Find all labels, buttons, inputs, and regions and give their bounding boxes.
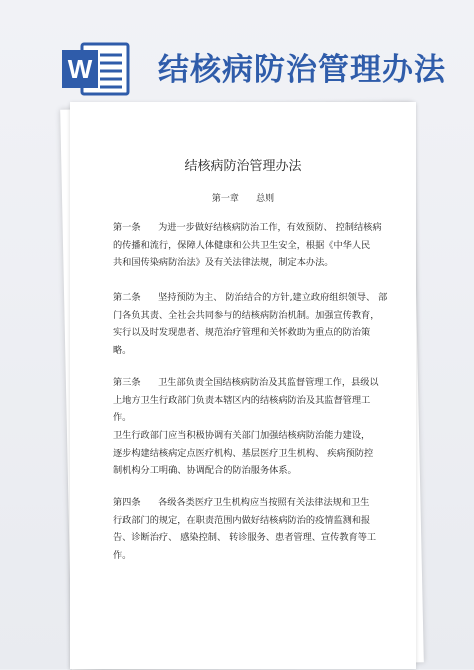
chapter-heading: 第一章 总则 <box>211 194 275 204</box>
paragraph-line: 逐步构建结核病定点医疗机构、基层医疗卫生机构、 疾病预防控 <box>113 447 374 459</box>
document-paragraph <box>113 374 383 427</box>
paragraph-line: 卫生行政部门应当积极协调有关部门加强结核病防治能力建设， <box>113 430 371 441</box>
paragraph-line: 的传播和流行，保障人体健康和公共卫生安全，根据《中华人民 <box>113 239 371 251</box>
paragraph-line: 上地方卫生行政部门负责本辖区内的结核病防治及其监督管理工 <box>113 394 371 406</box>
document-paragraph <box>113 289 388 359</box>
paragraph-line: 制机构分工明确、协调配合的防治服务体系。 <box>113 465 297 477</box>
paragraph-line: 告、诊断治疗、 感染控制、 转诊服务、患者管理、宣传教育等工 <box>113 532 377 544</box>
paragraph-line: 共和国传染病防治法》及有关法律法规，制定本办法。 <box>113 257 334 269</box>
document-paragraph <box>113 219 383 272</box>
paragraph-line: 作。 <box>113 549 132 561</box>
paragraph-line: 第四条 各级各类医疗卫生机构应当按照有关法律法规和卫生 <box>113 497 370 508</box>
header-banner <box>0 0 474 112</box>
document-paragraph <box>113 494 383 564</box>
paragraph-line: 第三条 卫生部负责全国结核病防治及其监督管理工作，县级以 <box>113 377 379 388</box>
paragraph-line: 作。 <box>113 412 132 424</box>
page-title: 结核病防治管理办法 <box>158 52 446 88</box>
svg-text:W: W <box>67 54 93 84</box>
paragraph-line: 第二条 坚持预防为主、 防治结合的方针,建立政府组织领导、 部 <box>113 292 388 303</box>
document-paragraph <box>113 427 383 480</box>
paragraph-line: 第一条 为进一步做好结核病防治工作，有效预防、 控制结核病 <box>113 222 382 233</box>
paragraph-line: 实行以及时发现患者、规范治疗管理和关怀救助为重点的防治策 <box>113 327 371 339</box>
paragraph-line: 门各负其责、全社会共同参与的结核病防治机制。加强宣传教育， <box>113 309 380 321</box>
word-document-icon <box>60 40 132 98</box>
paragraph-line: 行政部门的规定，在职责范围内做好结核病防治的疫情监测和报 <box>113 514 371 526</box>
document-title: 结核病防治管理办法 <box>184 159 302 174</box>
paragraph-line: 略。 <box>113 344 132 356</box>
document-page <box>70 102 416 669</box>
